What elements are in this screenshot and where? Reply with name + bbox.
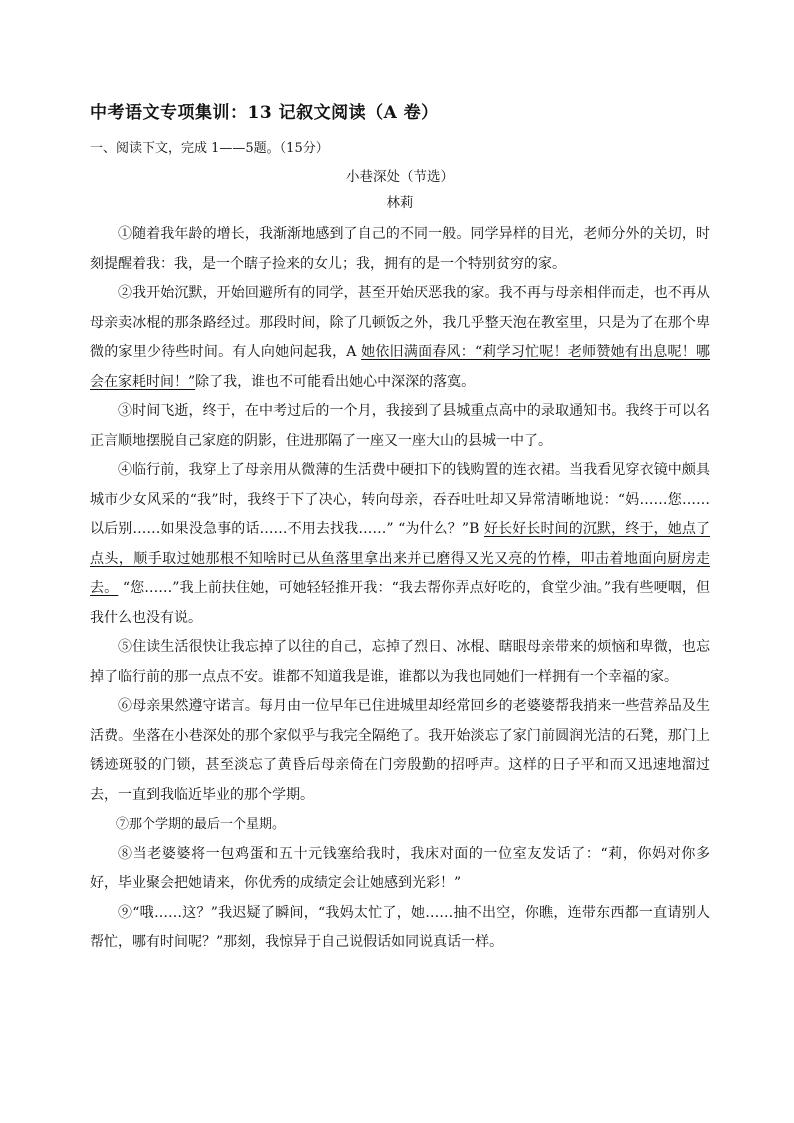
paragraph-2-text-b: 除了我，谁也不可能看出她心中深深的落寞。 (195, 373, 476, 390)
document-title: 中考语文专项集训：13 记叙文阅读（A 卷） (90, 103, 439, 123)
article-author: 林莉 (386, 195, 414, 211)
paragraph-4-text-a: ④临行前，我穿上了母亲用从微薄的生活费中硬扣下的钱购置的连衣裙。当我看见穿衣镜中颇具城市少女风采的“我”时，我终于下了决心，转向母亲，吞吞吐吐却又异常清晰地说：“妈……您……以后别……如果没急事的话……不用去找我……” “为什么？”B (90, 462, 710, 537)
underlined-sentence-a: 她依旧满面春风：“莉学习忙呢！老师赞她有出息呢！哪会在家耗时间！” (90, 344, 711, 390)
section-instruction: 一、阅读下文，完成 1——5题。（15分） (90, 141, 329, 156)
paragraph-4 (90, 456, 710, 633)
paragraph-5: ⑤住读生活很快让我忘掉了以往的自己，忘掉了烈日、冰棍、瞎眼母亲带来的烦恼和卑微，也忘掉了临行前的那一点点不安。谁都不知道我是谁，谁都以为我也同她们一样拥有一个幸福的家。 (90, 639, 710, 685)
paragraph-2-text-a: ②我开始沉默，开始回避所有的同学，甚至开始厌恶我的家。我不再与母亲相伴而走，也不再从母亲卖冰棍的那条路经过。那段时间，除了几顿饭之外，我几乎整天泡在教室里，只是为了在那个卑微的家里少待些时间。有人向她问起我，A (90, 285, 710, 360)
paragraph-4-text-b: “您……”我上前扶住她，可她轻轻推开我：“我去帮你弄点好吃的，食堂少油。”我有些哽咽，但我什么也没有说。 (90, 580, 711, 626)
paragraph-1: ①随着我年龄的增长，我渐渐地感到了自己的不同一般。同学异样的目光，老师分外的关切，时刻提醒着我：我，是一个瞎子捡来的女儿；我，拥有的是一个特别贫穷的家。 (90, 226, 710, 272)
paragraph-2 (90, 279, 710, 397)
document-page (90, 96, 710, 958)
paragraph-8: ⑧当老婆婆将一包鸡蛋和五十元钱塞给我时，我床对面的一位室友发话了：“莉，你妈对你多好，毕业聚会把她请来，你优秀的成绩定会让她感到光彩！” (90, 845, 710, 891)
underlined-sentence-b: 好长好长时间的沉默，终于，她点了点头，顺手取过她那根不知啥时已从鱼落里拿出来并已磨得又光又亮的竹棒，叩击着地面向厨房走去。 (90, 521, 711, 596)
paragraph-9: ⑨“哦……这？”我迟疑了瞬间，“我妈太忙了，她……抽不出空，你瞧，连带东西都一直请别人帮忙，哪有时间呢？”那刻，我惊异于自己说假话如同说真话一样。 (90, 904, 710, 950)
paragraph-7: ⑦那个学期的最后一个星期。 (116, 817, 286, 832)
paragraph-6: ⑥母亲果然遵守诺言。每月由一位早年已住进城里却经常回乡的老婆婆帮我捎来一些营养品及生活费。坐落在小巷深处的那个家似乎与我完全隔绝了。我开始淡忘了家门前圆润光洁的石凳，那门上锈迹斑驳的门锁，甚至淡忘了黄昏后母亲倚在门旁殷勤的招呼声。这样的日子平和而又迅速地溜过去，一直到我临近毕业的那个学期。 (90, 698, 710, 803)
article-title: 小巷深处（节选） (346, 169, 454, 185)
paragraph-3: ③时间飞逝，终于，在中考过后的一个月，我接到了县城重点高中的录取通知书。我终于可以名正言顺地摆脱自己家庭的阴影，住进那隔了一座又一座大山的县城一中了。 (90, 403, 710, 449)
